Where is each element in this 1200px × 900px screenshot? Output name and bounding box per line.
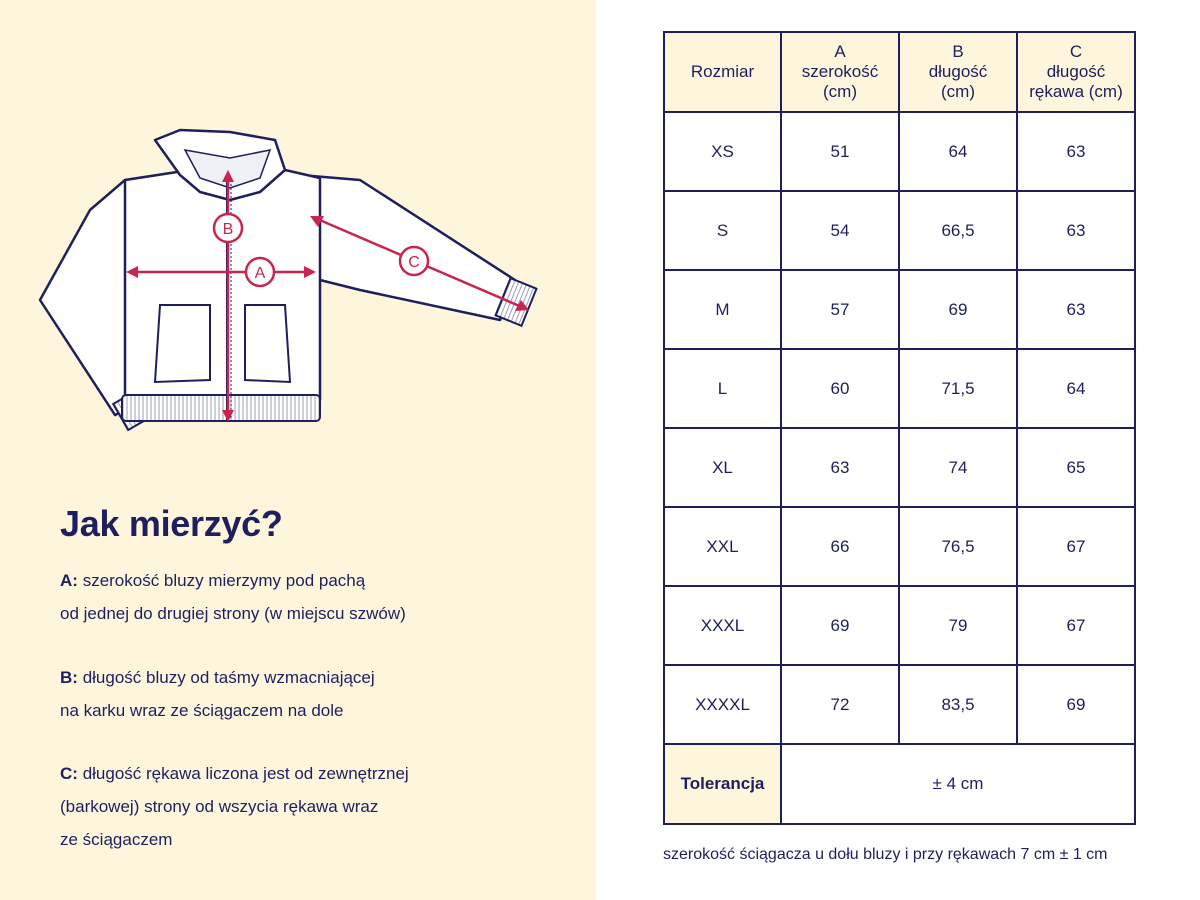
howto-title: Jak mierzyć? — [60, 503, 283, 544]
table-row — [664, 112, 1135, 191]
header-c-sleeve: C długość rękawa (cm) — [1017, 32, 1135, 112]
cell-a: 69 — [781, 586, 899, 665]
cell-size: XXL — [664, 507, 781, 586]
footnote: szerokość ściągacza u dołu bluzy i przy rękawach 7 cm ± 1 cm — [663, 846, 1108, 863]
description-b-key: B: — [60, 668, 78, 687]
header-a-width: A szerokość (cm) — [781, 32, 899, 112]
waistband — [122, 395, 320, 421]
table-header-row — [664, 32, 1135, 112]
description-a-line-2: od jednej do drugiej strony (w miejscu szwów) — [60, 604, 406, 623]
cell-c: 67 — [1017, 586, 1135, 665]
table-row — [664, 586, 1135, 665]
cell-size: M — [664, 270, 781, 349]
cell-c: 63 — [1017, 270, 1135, 349]
cell-a: 72 — [781, 665, 899, 744]
cell-size: L — [664, 349, 781, 428]
hoodie-illustration — [30, 120, 560, 450]
description-a-line-1: szerokość bluzy mierzymy pod pachą — [82, 571, 366, 590]
header-size: Rozmiar — [664, 32, 781, 112]
cell-a: 60 — [781, 349, 899, 428]
cell-c: 65 — [1017, 428, 1135, 507]
cell-b: 66,5 — [899, 191, 1017, 270]
description-b — [60, 661, 540, 727]
hoodie-body — [125, 170, 320, 405]
description-c — [60, 757, 540, 856]
svg-text:C: C — [408, 254, 420, 271]
cell-a: 63 — [781, 428, 899, 507]
svg-text:B: B — [222, 221, 234, 238]
table-row — [664, 665, 1135, 744]
cell-b: 69 — [899, 270, 1017, 349]
cell-size: XL — [664, 428, 781, 507]
cell-c: 67 — [1017, 507, 1135, 586]
description-b-line-1: długość bluzy od taśmy wzmacniającej — [82, 668, 375, 687]
svg-text:A: A — [254, 265, 266, 282]
table-row — [664, 507, 1135, 586]
cell-size: XXXXL — [664, 665, 781, 744]
cell-a: 57 — [781, 270, 899, 349]
cell-c: 64 — [1017, 349, 1135, 428]
table-row — [664, 270, 1135, 349]
cell-size: XS — [664, 112, 781, 191]
cell-c: 63 — [1017, 112, 1135, 191]
tolerance-row — [664, 744, 1135, 824]
cell-c: 63 — [1017, 191, 1135, 270]
description-a-key: A: — [60, 571, 78, 590]
tolerance-label: Tolerancja — [664, 744, 781, 824]
cell-size: XXXL — [664, 586, 781, 665]
cell-b: 76,5 — [899, 507, 1017, 586]
description-c-key: C: — [60, 764, 78, 783]
table-row — [664, 349, 1135, 428]
header-b-length: B długość (cm) — [899, 32, 1017, 112]
description-c-line-2: (barkowej) strony od wszycia rękawa wraz — [60, 797, 379, 816]
description-b-line-2: na karku wraz ze ściągaczem na dole — [60, 701, 344, 720]
left-panel — [0, 0, 596, 900]
cell-b: 71,5 — [899, 349, 1017, 428]
size-table — [663, 31, 1136, 825]
tolerance-value: ± 4 cm — [781, 744, 1135, 824]
table-row — [664, 428, 1135, 507]
cell-b: 79 — [899, 586, 1017, 665]
cell-a: 54 — [781, 191, 899, 270]
cell-b: 83,5 — [899, 665, 1017, 744]
cell-c: 69 — [1017, 665, 1135, 744]
cell-size: S — [664, 191, 781, 270]
table-row — [664, 191, 1135, 270]
cell-b: 74 — [899, 428, 1017, 507]
cell-b: 64 — [899, 112, 1017, 191]
cell-a: 66 — [781, 507, 899, 586]
description-a — [60, 564, 540, 630]
description-c-line-1: długość rękawa liczona jest od zewnętrznej — [82, 764, 409, 783]
cell-a: 51 — [781, 112, 899, 191]
description-c-line-3: ze ściągaczem — [60, 830, 173, 849]
